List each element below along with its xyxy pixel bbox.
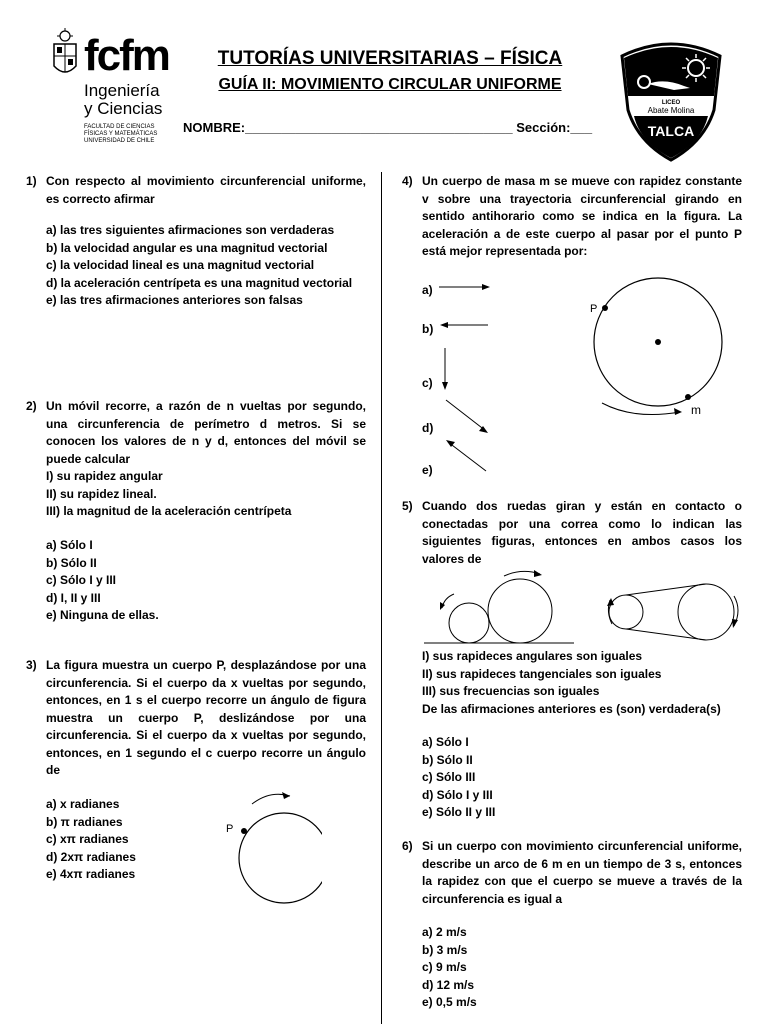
option[interactable]: a) 2 m/s xyxy=(422,925,467,939)
statement: III) la magnitud de la aceleración centrípeta xyxy=(46,504,292,518)
question-3-circle-figure xyxy=(222,788,322,908)
question-4-arrow-options xyxy=(436,276,496,476)
question-number: 5) xyxy=(402,499,413,513)
question-text: La figura muestra un cuerpo P, desplazándose por una circunferencia. Si el cuerpo da x vueltas por segundo, entonces, en 1 s el cuerpo recorre un ángulo de figura muestra un cuerpo P, deslizándose por una circunferencia. Si el cuerpo da x vueltas por segundo, entonces, en 1 segundo el c cuerpo recorre un ángulo de xyxy=(46,658,366,777)
statement: I) sus rapideces angulares son iguales xyxy=(422,649,643,663)
option[interactable]: c) 9 m/s xyxy=(422,960,467,974)
options-list xyxy=(46,222,352,310)
question-number: 6) xyxy=(402,839,413,853)
option[interactable]: e) xyxy=(422,463,433,477)
question-4-circle-figure xyxy=(584,272,724,422)
statement: II) su rapidez lineal. xyxy=(46,486,157,501)
option[interactable]: d) 2xπ radianes xyxy=(46,849,136,864)
option[interactable]: b) Sólo II xyxy=(422,752,473,767)
question-text: Un móvil recorre, a razón de n vueltas por segundo, una circunferencia de perímetro d metros. Si se conocen los valores de n y d, entonces del móvil se puede calcular xyxy=(46,399,366,466)
option[interactable]: d) xyxy=(422,421,434,435)
option[interactable]: d) Sólo I y III xyxy=(422,787,493,802)
page-subtitle: GUÍA II: MOVIMIENTO CIRCULAR UNIFORME xyxy=(218,76,562,93)
arrow-diagonal-up-icon xyxy=(448,442,486,471)
question-text: Con respecto al movimiento circunferencial uniforme, es correcto afirmar xyxy=(46,174,366,206)
option[interactable]: a) xyxy=(422,283,433,297)
option[interactable]: c) Sólo I y III xyxy=(46,573,117,587)
school-shield-line-2: Abate Molina xyxy=(647,106,695,115)
question-number: 2) xyxy=(26,399,37,413)
option[interactable]: e) Sólo II y III xyxy=(422,805,496,819)
option[interactable]: a) Sólo I xyxy=(46,538,93,552)
faculty-line: FÍSICAS Y MATEMÁTICAS xyxy=(84,131,158,137)
question-prompt: De las afirmaciones anteriores es (son) verdadera(s) xyxy=(422,701,721,716)
logo-subtitle xyxy=(84,82,162,118)
option[interactable]: c) xyxy=(422,376,433,390)
faculty-line: UNIVERSIDAD DE CHILE xyxy=(84,138,155,144)
question-text: Cuando dos ruedas giran y están en contacto o conectadas por una correa como lo indican las siguientes figuras, entonces en ambos casos los valores de xyxy=(422,499,742,566)
option[interactable]: c) la velocidad lineal es una magnitud vectorial xyxy=(46,258,315,272)
school-shield-line-1: LICEO xyxy=(661,100,681,106)
option[interactable]: c) xπ radianes xyxy=(46,832,129,846)
question-number: 1) xyxy=(26,174,37,188)
figure-label-p: P xyxy=(226,823,234,835)
option[interactable]: b) xyxy=(422,322,434,336)
options-list xyxy=(422,924,477,1012)
statement: II) sus rapideces tangenciales son iguales xyxy=(422,666,662,681)
column-divider xyxy=(381,172,382,1024)
option[interactable]: c) Sólo III xyxy=(422,770,476,784)
option[interactable]: e) 4xπ radianes xyxy=(46,867,136,881)
university-crest-logo xyxy=(52,28,78,80)
option[interactable]: e) 0,5 m/s xyxy=(422,995,477,1009)
option[interactable]: b) 3 m/s xyxy=(422,942,468,957)
option[interactable]: d) I, II y III xyxy=(46,590,101,605)
option[interactable]: b) Sólo II xyxy=(46,555,97,570)
school-city: TALCA xyxy=(647,123,695,139)
statements-list xyxy=(422,648,721,718)
figure-label-p: P xyxy=(590,303,598,315)
logo-line-2: y Ciencias xyxy=(84,99,163,118)
option[interactable]: d) 12 m/s xyxy=(422,977,475,992)
fcfm-logo-text: fcfm xyxy=(84,31,169,80)
question-number: 4) xyxy=(402,174,413,188)
options-list xyxy=(46,537,159,625)
question-number: 3) xyxy=(26,658,37,672)
option[interactable]: a) Sólo I xyxy=(422,735,469,749)
option[interactable]: b) la velocidad angular es una magnitud vectorial xyxy=(46,240,328,255)
figure-label-m: m xyxy=(691,403,701,417)
statements-list xyxy=(46,468,291,521)
faculty-line: FACULTAD DE CIENCIAS xyxy=(84,124,155,130)
page-title: TUTORÍAS UNIVERSITARIAS – FÍSICA xyxy=(217,48,563,69)
option[interactable]: d) la aceleración centrípeta es una magnitud vectorial xyxy=(46,275,353,290)
question-text: Un cuerpo de masa m se mueve con rapidez constante v sobre una trayectoria circunferencial girando en sentido antihorario como se indica en la figura. La aceleración a de este cuerpo al pasar por el punto P está mejor representada por: xyxy=(422,174,742,258)
question-5-wheels-figure xyxy=(422,568,752,648)
arrow-diagonal-down-icon xyxy=(446,400,486,431)
logo-line-1: Ingeniería xyxy=(84,81,160,100)
name-section-field: NOMBRE:_____________________________________ Sección:___ xyxy=(183,120,593,135)
option[interactable]: e) las tres afirmaciones anteriores son falsas xyxy=(46,293,303,307)
option[interactable]: a) x radianes xyxy=(46,797,120,811)
statement: III) sus frecuencias son iguales xyxy=(422,684,600,698)
option[interactable]: a) las tres siguientes afirmaciones son verdaderas xyxy=(46,223,335,237)
question-text: Si un cuerpo con movimiento circunferencial uniforme, describe un arco de 6 m en un tiempo de 3 s, entonces la rapidez con que el cuerpo se mueve a través de la circunferencia es igual a xyxy=(422,839,742,906)
faculty-name xyxy=(84,124,184,145)
school-shield-logo xyxy=(614,38,728,162)
options-list xyxy=(46,796,136,884)
option[interactable]: b) π radianes xyxy=(46,814,123,829)
option[interactable]: e) Ninguna de ellas. xyxy=(46,608,159,622)
statement: I) su rapidez angular xyxy=(46,469,163,483)
options-list xyxy=(422,734,495,822)
